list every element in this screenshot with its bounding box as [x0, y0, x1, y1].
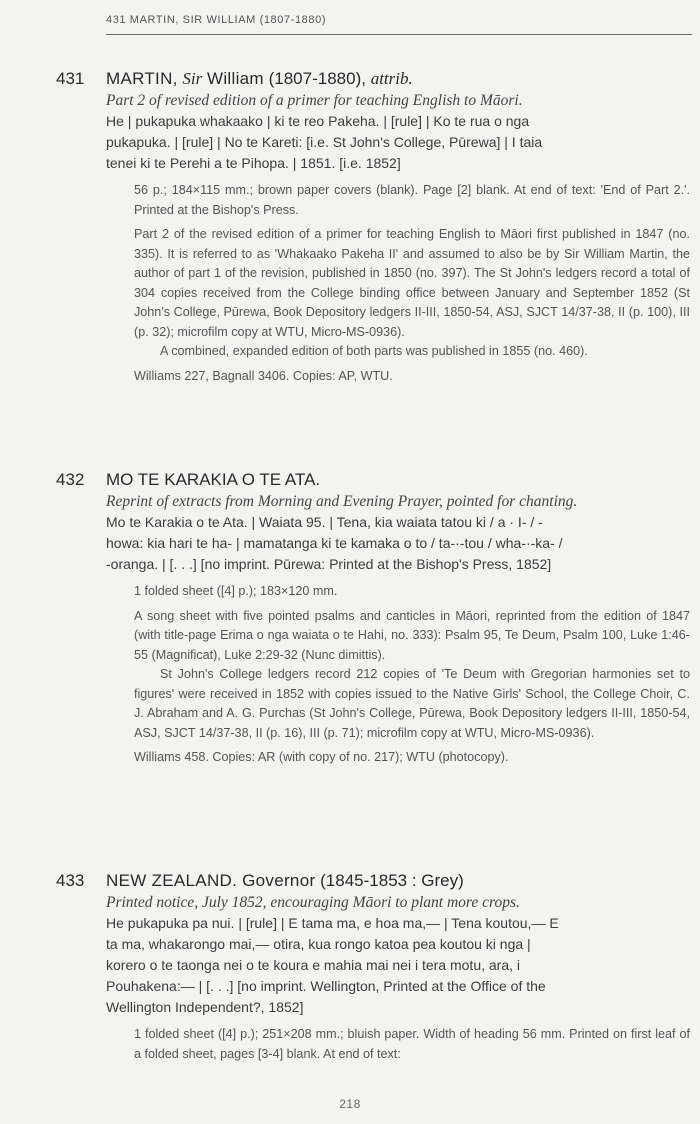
- heading-title: MO TE KARAKIA O TE ATA.: [106, 470, 321, 489]
- entry-subtitle: Part 2 of revised edition of a primer for teaching English to Māori.: [106, 92, 523, 109]
- transcription-line: -oranga. | [. . .] [no imprint. Pūrewa: Printed at the Bishop's Press, 1852]: [106, 556, 552, 572]
- entry-subtitle: Printed notice, July 1852, encouraging Māori to plant more crops.: [106, 894, 520, 911]
- transcription-line: Pouhakena:— | [. . .] [no imprint. Wellington, Printed at the Office of the: [106, 978, 546, 994]
- heading-title: Sir: [182, 69, 203, 88]
- transcription-line: howa: kia hari te ha- | mamatanga ki te kamaka o to / ta-·-tou / wha-·-ka- /: [106, 535, 563, 551]
- transcription-line: korero o te taonga nei o te koura e mahia mai nei i tera motu, ara, i: [106, 957, 521, 973]
- entry-number: 433: [56, 871, 85, 890]
- transcription-line: Wellington Independent?, 1852]: [106, 999, 304, 1015]
- entry-433: [56, 870, 690, 1064]
- note-paragraph: Part 2 of the revised edition of a primer for teaching English to Māori first published in 1847 (no. 335). It is referred to as 'Whakaako Pakeha II' and assumed to also be by Sir William Martin, the author of part 1 of the revision, published in 1850 (no. 397). The St John's ledgers record a total of 304 copies received from the College binding office between January and September 1852 (St John's College, Pūrewa, Book Depository ledgers II-III, 1850-54, ASJ, SJCT 14/37-38, II (p. 100), III (p. 32); microfilm copy at WTU, Micro-MS-0936).: [134, 227, 690, 339]
- heading-name: NEW ZEALAND. Governor: [106, 871, 316, 890]
- entry-number: 431: [56, 69, 85, 88]
- entry-heading: [56, 469, 690, 491]
- physical-description: 1 folded sheet ([4] p.); 251×208 mm.; bluish paper. Width of heading 56 mm. Printed on first leaf of a folded sheet, pages [3-4] blank. At end of text:: [134, 1027, 690, 1061]
- physical-description: 1 folded sheet ([4] p.); 183×120 mm.: [134, 584, 338, 598]
- title-transcription: [56, 512, 690, 575]
- transcription-line: tenei ki te Perehi a te Pihopa. | 1851. [i.e. 1852]: [106, 155, 401, 171]
- entry-heading: [56, 68, 690, 90]
- running-head: 431 MARTIN, SIR WILLIAM (1807-1880): [106, 14, 327, 26]
- entry-431: [56, 68, 690, 386]
- note-paragraph: A song sheet with five pointed psalms and canticles in Māori, reprinted from the edition of 1847 (with title-page Erima o nga waiata o te Hahi, no. 333): Psalm 95, Te Deum, Psalm 100, Luke 1:46-55 (Magnificat), Luke 2:29-32 (Nunc dimittis).: [134, 608, 690, 662]
- transcription-line: ta ma, whakarongo mai,— otira, kua rongo katoa pea koutou ki nga |: [106, 936, 531, 952]
- heading-forename: William: [207, 69, 264, 88]
- entry-number: 432: [56, 470, 85, 489]
- heading-dates: (1845-1853 : Grey): [320, 871, 464, 890]
- title-transcription: [56, 913, 690, 1018]
- heading-dates: (1807-1880),: [268, 69, 366, 88]
- note-paragraph: A combined, expanded edition of both parts was published in 1855 (no. 460).: [160, 344, 588, 358]
- heading-name: MARTIN,: [106, 69, 178, 88]
- transcription-line: He | pukapuka whakaako | ki te reo Pakeha. | [rule] | Ko te rua o nga: [106, 113, 530, 129]
- transcription-line: Mo te Karakia o te Ata. | Waiata 95. | Tena, kia waiata tatou ki / a · I- / -: [106, 514, 543, 530]
- header-rule: [106, 34, 692, 35]
- transcription-line: pukapuka. | [rule] | No te Kareti: [i.e. St John's College, Pūrewa] | I taia: [106, 134, 543, 150]
- transcription-line: He pukapuka pa nui. | [rule] | E tama ma, e hoa ma,— | Tena koutou,— E: [106, 915, 559, 931]
- entry-432: [56, 469, 690, 768]
- note-paragraph: St John's College ledgers record 212 copies of 'Te Deum with Gregorian harmonies set to figures' were received in 1852 with copies issued to the Native Girls' School, the College Choir, C. J. Abraham and A. G. Purchas (St John's College, Pūrewa, Book Depository ledgers II-III, 1850-54, ASJ, SJCT 14/37-38, II (p. 16), III (p. 71); microfilm copy at WTU, Micro-MS-0936).: [134, 667, 690, 740]
- entry-heading: [56, 870, 690, 892]
- references: Williams 227, Bagnall 3406. Copies: AP, WTU.: [134, 368, 393, 383]
- entry-subtitle: Reprint of extracts from Morning and Evening Prayer, pointed for chanting.: [106, 493, 578, 510]
- heading-attribution: attrib.: [370, 69, 413, 88]
- title-transcription: [56, 111, 690, 174]
- physical-description: 56 p.; 184×115 mm.; brown paper covers (blank). Page [2] blank. At end of text: 'End of Part 2.'. Printed at the Bishop's Press.: [134, 183, 690, 217]
- page-number: 218: [339, 1097, 361, 1111]
- references: Williams 458. Copies: AR (with copy of no. 217); WTU (photocopy).: [134, 750, 509, 764]
